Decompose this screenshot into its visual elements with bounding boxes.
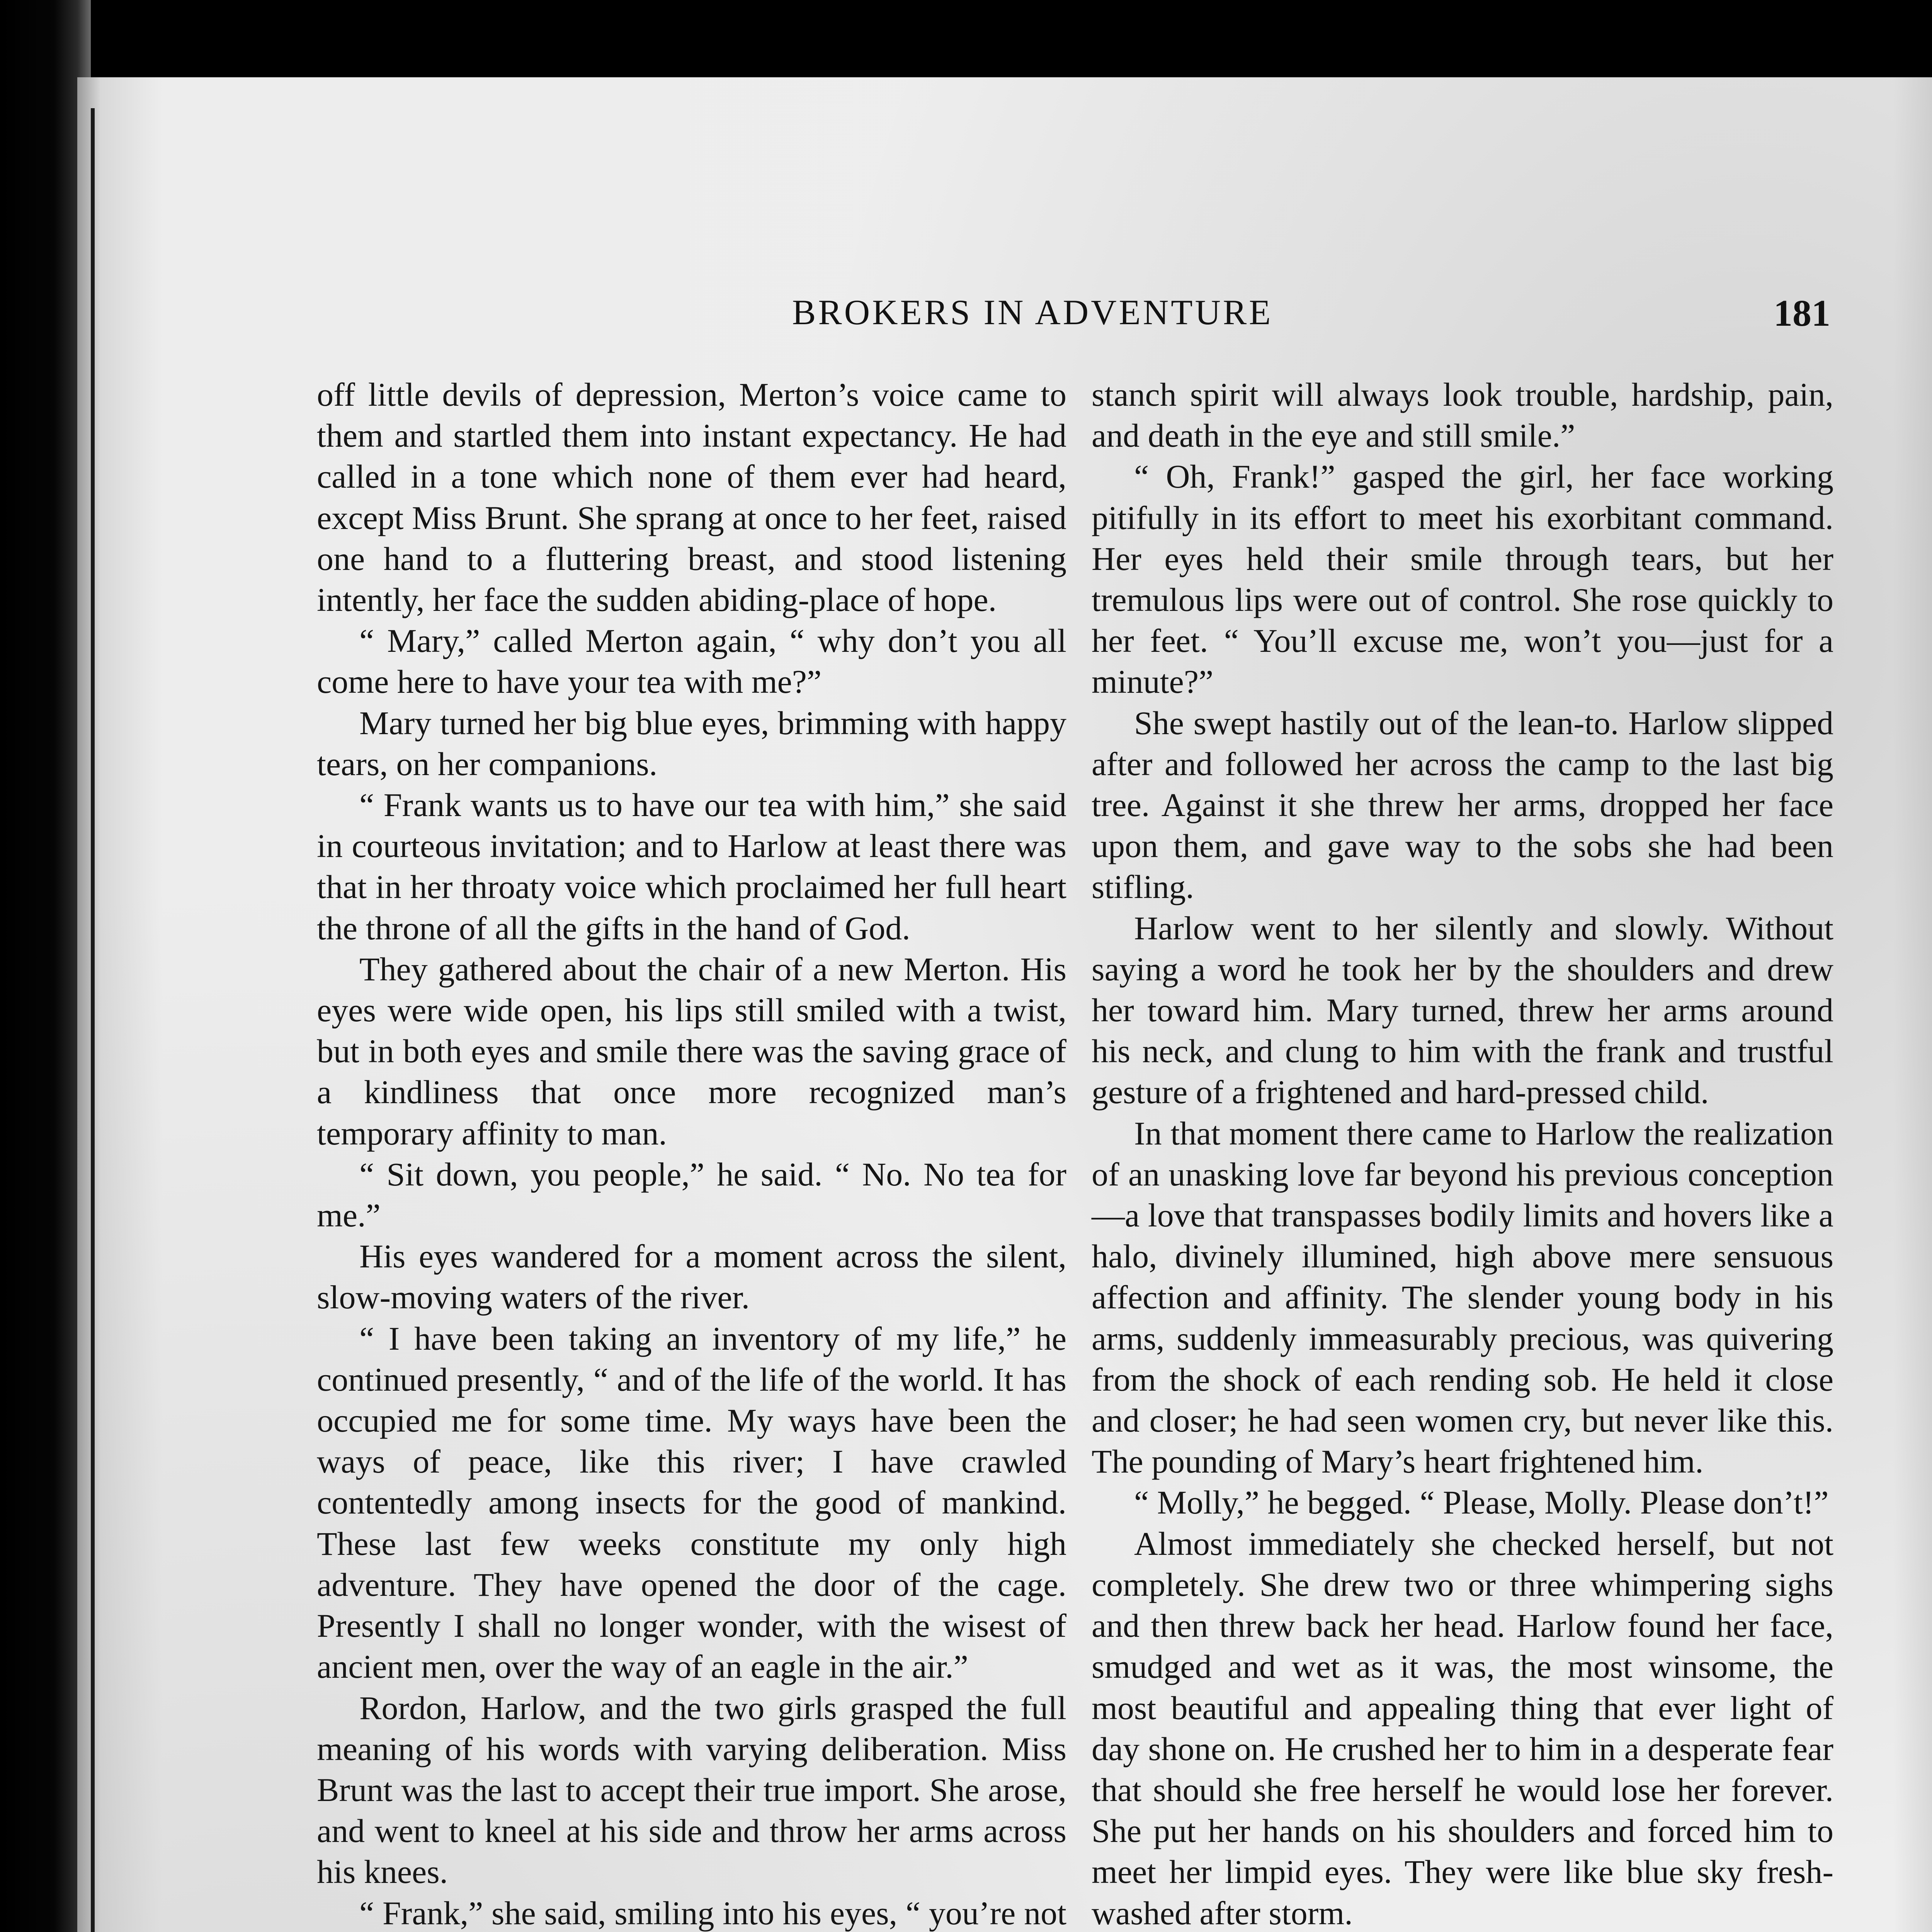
left-text-column [317, 374, 1066, 1932]
paragraph: “ Sit down, you people,” he said. “ No. No tea for me.” [317, 1155, 1066, 1234]
paragraph: Mary turned her big blue eyes, brimming with happy tears, on her companions. [317, 704, 1066, 782]
paragraph: “ Molly,” he begged. “ Please, Molly. Please don’t!” [1134, 1484, 1829, 1521]
page-number: 181 [1774, 293, 1830, 334]
right-text-column [1092, 374, 1833, 1932]
paragraph: Harlow went to her silently and slowly. Without saying a word he took her by the shoulders and drew her toward him. Mary turned, threw her arms around his neck, and clung to him with the frank and trustful gesture of a frightened and hard-pressed child. [1092, 909, 1833, 1111]
paragraph: “ Mary,” called Merton again, “ why don’t you all come here to have your tea with me?” [317, 622, 1066, 701]
paragraph: Rordon, Harlow, and the two girls grasped the full meaning of his words with varying deliberation. Miss Brunt was the last to accept their true import. She arose, and went to kneel at his side and throw her arms across his knees. [317, 1689, 1066, 1891]
paragraph: “ I have been taking an inventory of my life,” he continued presently, “ and of the life of the world. It has occupied me for some time. My ways have been the ways of peace, like this river; I have crawled contentedly among insects for the good of mankind. These last few weeks constitute my only high adventure. They have opened the door of the cage. Presently I shall no longer wonder, with the wisest of ancient men, over the way of an eagle in the air.” [317, 1320, 1066, 1685]
paragraph: “ Frank,” she said, smiling into his eyes, “ you’re not [359, 1894, 1066, 1932]
running-head [0, 292, 1932, 346]
paragraph: “ Oh, Frank!” gasped the girl, her face working pitifully in its effort to meet his exorbitant command. Her eyes held their smile through tears, but her tremulous lips were out of control. She rose quickly to her feet. “ You’ll excuse me, won’t you—just for a minute?” [1092, 458, 1833, 701]
page-gutter [91, 108, 95, 1932]
paragraph: Almost immediately she checked herself, but not completely. She drew two or three whimpering sighs and then threw back her head. Harlow found her face, smudged and wet as it was, the most winsome, the most beautiful and appealing thing that ever light of day shone on. He crushed her to him in a desperate fear that should she free herself he would lose her forever. She put her hands on his shoulders and forced him to meet her limpid eyes. They were like blue sky fresh-washed after storm. [1092, 1525, 1833, 1932]
paragraph: stanch spirit will always look trouble, hardship, pain, and death in the eye and still smile.” [1092, 376, 1833, 454]
paragraph: off little devils of depression, Merton’s voice came to them and startled them into instant expectancy. He had called in a tone which none of them ever had heard, except Miss Brunt. She sprang at once to her feet, raised one hand to a fluttering breast, and stood listening intently, her face the sudden abiding-place of hope. [317, 376, 1066, 619]
running-title: BROKERS IN ADVENTURE [792, 293, 1273, 332]
paragraph: In that moment there came to Harlow the realization of an unasking love far beyond his previous conception—a love that transpasses bodily limits and hovers like a halo, divinely illumined, high above mere sensuous affection and affinity. The slender young body in his arms, suddenly immeasurably precious, was quivering from the shock of each rending sob. He held it close and closer; he had seen women cry, but never like this. The pounding of Mary’s heart frightened him. [1092, 1114, 1833, 1480]
paragraph: She swept hastily out of the lean-to. Harlow slipped after and followed her across the camp to the last big tree. Against it she threw her arms, dropped her face upon them, and gave way to the sobs she had been stifling. [1092, 704, 1833, 906]
paragraph: They gathered about the chair of a new Merton. His eyes were wide open, his lips still smiled with a twist, but in both eyes and smile there was the saving grace of a kindliness that once more recognized man’s temporary affinity to man. [317, 950, 1066, 1152]
paragraph: His eyes wandered for a moment across the silent, slow-moving waters of the river. [317, 1238, 1066, 1316]
paragraph: “ Frank wants us to have our tea with him,” she said in courteous invitation; and to Harlow at least there was that in her throaty voice which proclaimed her full heart the throne of all the gifts in the hand of God. [317, 786, 1066, 947]
